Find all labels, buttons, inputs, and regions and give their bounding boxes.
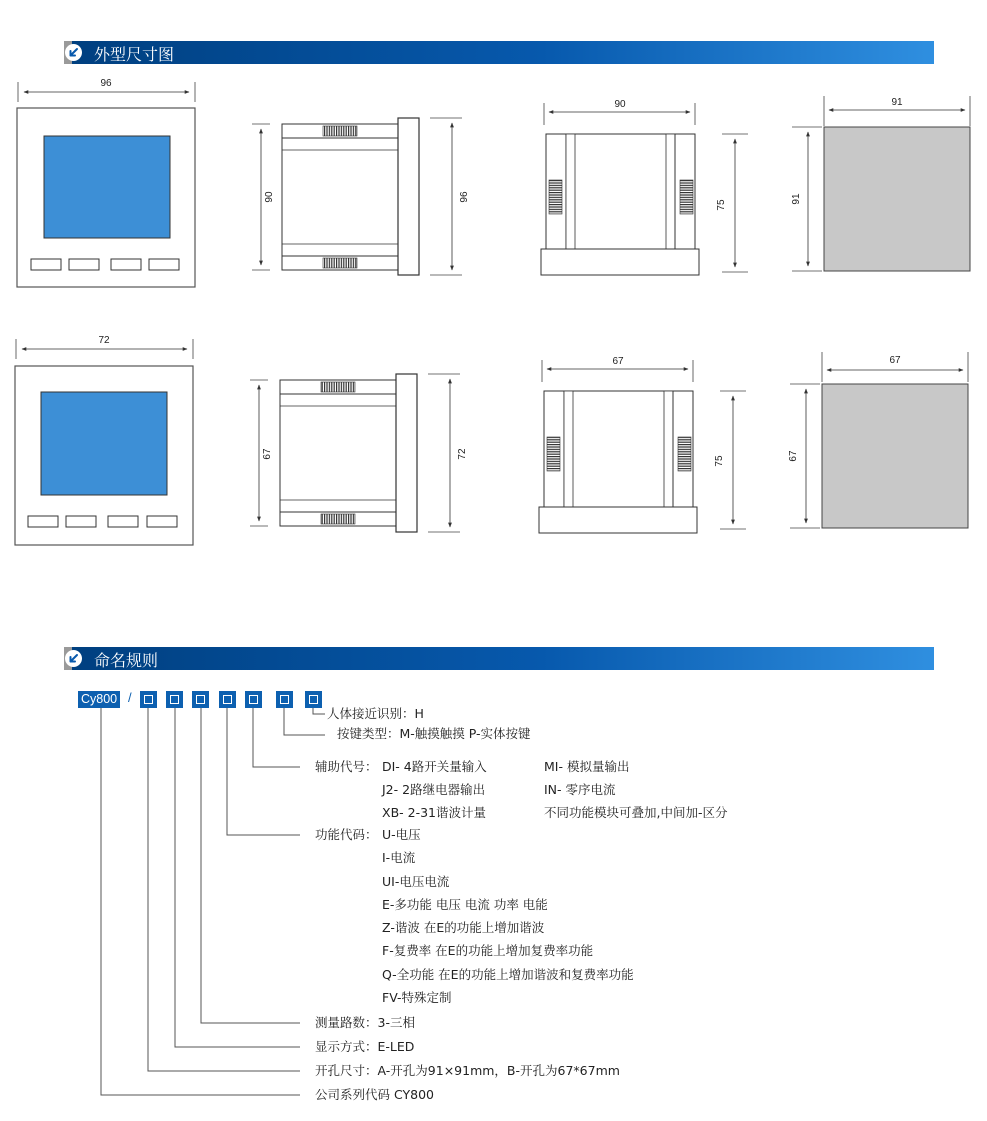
dim-cutout-height-2: 67 [788, 450, 799, 462]
dim-side-outer: 96 [459, 191, 470, 203]
func-i: I-电流 [382, 850, 416, 865]
dim-side-inner-2: 67 [262, 448, 273, 460]
dim-cutout-width-2: 67 [889, 355, 901, 366]
dim-side-outer-2: 72 [457, 448, 468, 460]
aux-xb: XB- 2-31谐波计量 [382, 805, 486, 820]
measure-line: 测量路数：3-三相 [315, 1015, 415, 1030]
aux-in: IN- 零序电流 [544, 782, 616, 797]
cutout-line: 开孔尺寸：A-开孔为91×91mm，B-开孔为67*67mm [315, 1063, 620, 1078]
dim-side-inner: 90 [264, 191, 275, 203]
dim-front-width: 96 [100, 78, 112, 89]
section-title: 外型尺寸图 [94, 45, 175, 64]
func-fv: FV-特殊定制 [382, 990, 452, 1005]
aux-j2: J2- 2路继电器输出 [382, 782, 486, 797]
aux-note: 不同功能模块可叠加,中间加-区分 [544, 805, 728, 820]
display-line: 显示方式：E-LED [315, 1039, 415, 1054]
func-e: E-多功能 电压 电流 功率 电能 [382, 897, 548, 912]
company-line: 公司系列代码 CY800 [315, 1087, 434, 1102]
section-title: 命名规则 [94, 651, 159, 670]
dim-top-width-2: 67 [612, 356, 624, 367]
func-ui: UI-电压电流 [382, 874, 450, 889]
func-label: 功能代码： [315, 827, 378, 842]
dim-top-width: 90 [614, 99, 626, 110]
key-type-line: 按键类型：M-触摸触摸 P-实体按键 [337, 726, 531, 741]
dim-cutout-height: 91 [791, 193, 802, 205]
aux-mi: MI- 模拟量输出 [544, 759, 630, 774]
human-sensor-line: 人体接近识别：H [327, 706, 424, 721]
func-z: Z-谐波 在E的功能上增加谐波 [382, 920, 545, 935]
aux-label: 辅助代号： [315, 759, 378, 774]
dim-cutout-width: 91 [891, 97, 903, 108]
func-q: Q-全功能 在E的功能上增加谐波和复费率功能 [382, 967, 634, 982]
aux-di: DI- 4路开关量输入 [382, 759, 487, 774]
dim-top-depth: 75 [716, 199, 727, 211]
separator-slash: / [128, 690, 132, 705]
dim-top-depth-2: 75 [714, 455, 725, 467]
func-u: U-电压 [382, 827, 421, 842]
model-prefix-chip: Cy800 [78, 691, 120, 708]
func-f: F-复费率 在E的功能上增加复费率功能 [382, 943, 594, 958]
dim-front-width-2: 72 [98, 335, 110, 346]
